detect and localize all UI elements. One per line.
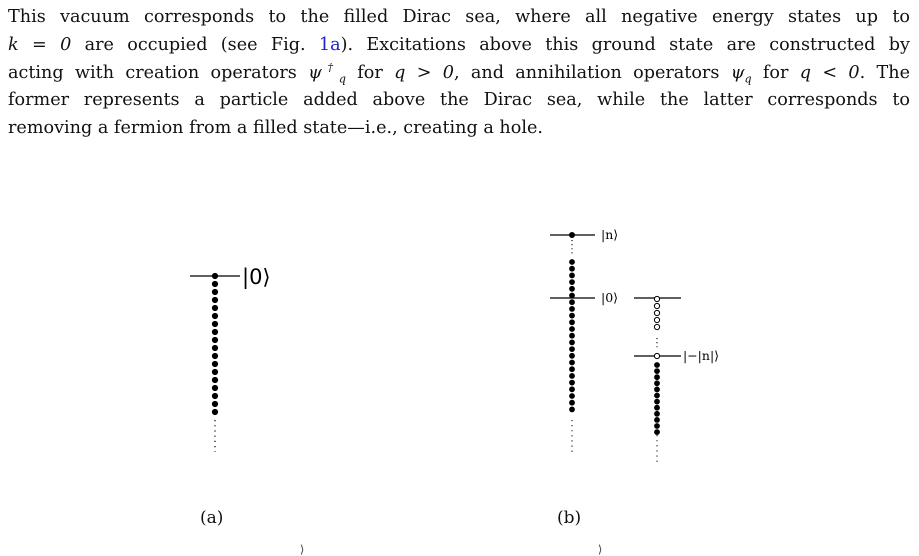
math-q-gt-0: q > 0 <box>394 62 454 83</box>
panel-a-filled-states <box>212 273 218 415</box>
paragraph-line-3-text-d: for <box>751 62 800 83</box>
panel-a-filled-state-dot <box>212 337 218 343</box>
panel-b-left-filled-state-dot <box>569 313 575 319</box>
panel-b-left-filled-state-dot <box>569 286 575 292</box>
paragraph-line-2-text-b: ). Excitations above this ground state are constructed by <box>340 34 910 55</box>
panel-a-filled-state-dot <box>212 321 218 327</box>
panel-b-left-filled-state-dot <box>569 346 575 352</box>
panel-b-excited-particle-dot <box>569 232 575 238</box>
panel-b-right-filled-state-dot <box>654 411 660 417</box>
panel-b-hole-dot <box>654 296 659 301</box>
panel-b-right-filled-state-dot <box>654 399 660 405</box>
panel-b-left-filled-state-dot <box>569 293 575 299</box>
panel-b-left-filled-state-dot <box>569 366 575 372</box>
paragraph-line-1: This vacuum corresponds to the filled Dirac sea, where all negative energy states up to <box>8 7 910 27</box>
paragraph-line-3-text-c: , and annihilation operators <box>453 62 731 83</box>
figure-ref-link[interactable]: 1a <box>318 34 341 55</box>
panel-b-left-filled-state-dot <box>569 400 575 406</box>
panel-b-left-filled-state-dot <box>569 326 575 332</box>
panel-b-hole-dot <box>654 324 659 329</box>
panel-a-filled-state-dot <box>212 281 218 287</box>
panel-b-right-filled-state-dot <box>654 368 660 374</box>
panel-b-left-filled-states <box>569 232 575 412</box>
panel-b-left-filled-state-dot <box>569 306 575 312</box>
panel-a-filled-state-dot <box>212 297 218 303</box>
panel-b-right-filled-state-dot <box>654 380 660 386</box>
psi-symbol-2: ψ <box>730 62 745 83</box>
paragraph-line-3-text-e: . The <box>859 62 910 83</box>
panel-b-right-filled-state-dot <box>654 423 660 429</box>
panel-a-filled-state-dot <box>212 393 218 399</box>
panel-b-right-filled-state-dot <box>654 405 660 411</box>
dagger-sup: † <box>321 60 339 74</box>
panel-b-left-filled-state-dot <box>569 340 575 346</box>
panel-b-right-filled-state-dot <box>654 393 660 399</box>
panel-b-left-filled-state-dot <box>569 299 575 305</box>
panel-b-left-filled-state-dot <box>569 319 575 325</box>
paragraph-line-5: removing a fermion from a filled state—i.e., creating a hole. <box>8 118 543 139</box>
panel-b-n-label: |n⟩ <box>601 227 619 242</box>
caption-b: (b) <box>557 508 582 528</box>
panel-b-left-filled-state-dot <box>569 407 575 413</box>
paragraph-line-3-text-b: for <box>345 62 395 83</box>
paragraph-line-4: former represents a particle added above the Dirac sea, while the latter corresponds to <box>8 90 910 111</box>
panel-b-hole-dot <box>654 317 659 322</box>
panel-b-hole-dot <box>654 303 659 308</box>
math-k-equals-0: k = 0 <box>8 34 72 55</box>
panel-a-filled-state-dot <box>212 377 218 383</box>
panel-a <box>190 265 271 452</box>
panel-a-filled-state-dot <box>212 345 218 351</box>
panel-b-left-filled-state-dot <box>569 353 575 359</box>
panel-a-filled-state-dot <box>212 409 218 415</box>
panel-b-left-filled-state-dot <box>569 386 575 392</box>
panel-a-filled-state-dot <box>212 361 218 367</box>
q-sub-2: q <box>744 72 752 86</box>
panel-b-right-filled-state-dot <box>654 417 660 423</box>
panel-a-filled-state-dot <box>212 385 218 391</box>
panel-b-right-holes <box>654 296 659 358</box>
panel-b-vacuum-label: |0⟩ <box>601 290 619 305</box>
panel-b-left-filled-state-dot <box>569 259 575 265</box>
panel-b-hole-dot <box>654 310 659 315</box>
q-sub: q <box>338 72 346 86</box>
panel-b-left-filled-state-dot <box>569 273 575 279</box>
panel-b-left-filled-state-dot <box>569 333 575 339</box>
paragraph-line-3-text-a: acting with creation operators <box>8 62 309 83</box>
panel-a-filled-state-dot <box>212 369 218 375</box>
paragraph-line-2-text-a: are occupied (see Fig. <box>71 34 319 55</box>
cropped-footer-fragment: ⟩ ⟩ <box>300 543 603 556</box>
panel-b-left-filled-state-dot <box>569 360 575 366</box>
panel-b-right-filled-state-dot <box>654 362 660 368</box>
panel-a-filled-state-dot <box>212 305 218 311</box>
math-q-lt-0: q < 0 <box>799 62 860 83</box>
caption-a: (a) <box>200 508 224 528</box>
panel-b-left-filled-state-dot <box>569 266 575 272</box>
panel-a-filled-state-dot <box>212 401 218 407</box>
panel-a-filled-state-dot <box>212 289 218 295</box>
panel-b-left <box>550 227 618 452</box>
panel-b-hole-dot <box>654 353 659 358</box>
panel-b-left-filled-state-dot <box>569 279 575 285</box>
panel-b-right <box>634 296 719 462</box>
panel-b-left-filled-state-dot <box>569 380 575 386</box>
panel-b-left-filled-state-dot <box>569 393 575 399</box>
panel-b-right-filled-state-dot <box>654 387 660 393</box>
panel-a-filled-state-dot <box>212 329 218 335</box>
psi-symbol: ψ <box>308 62 322 83</box>
panel-a-ket-label: |0⟩ <box>242 265 271 289</box>
panel-b-right-filled-state-dot <box>654 374 660 380</box>
panel-a-filled-state-dot <box>212 273 218 279</box>
panel-b-left-filled-state-dot <box>569 373 575 379</box>
panel-a-filled-state-dot <box>212 353 218 359</box>
panel-b-minus-n-label: |−|n|⟩ <box>683 348 720 363</box>
panel-a-filled-state-dot <box>212 313 218 319</box>
panel-b-right-filled-states <box>654 362 660 435</box>
